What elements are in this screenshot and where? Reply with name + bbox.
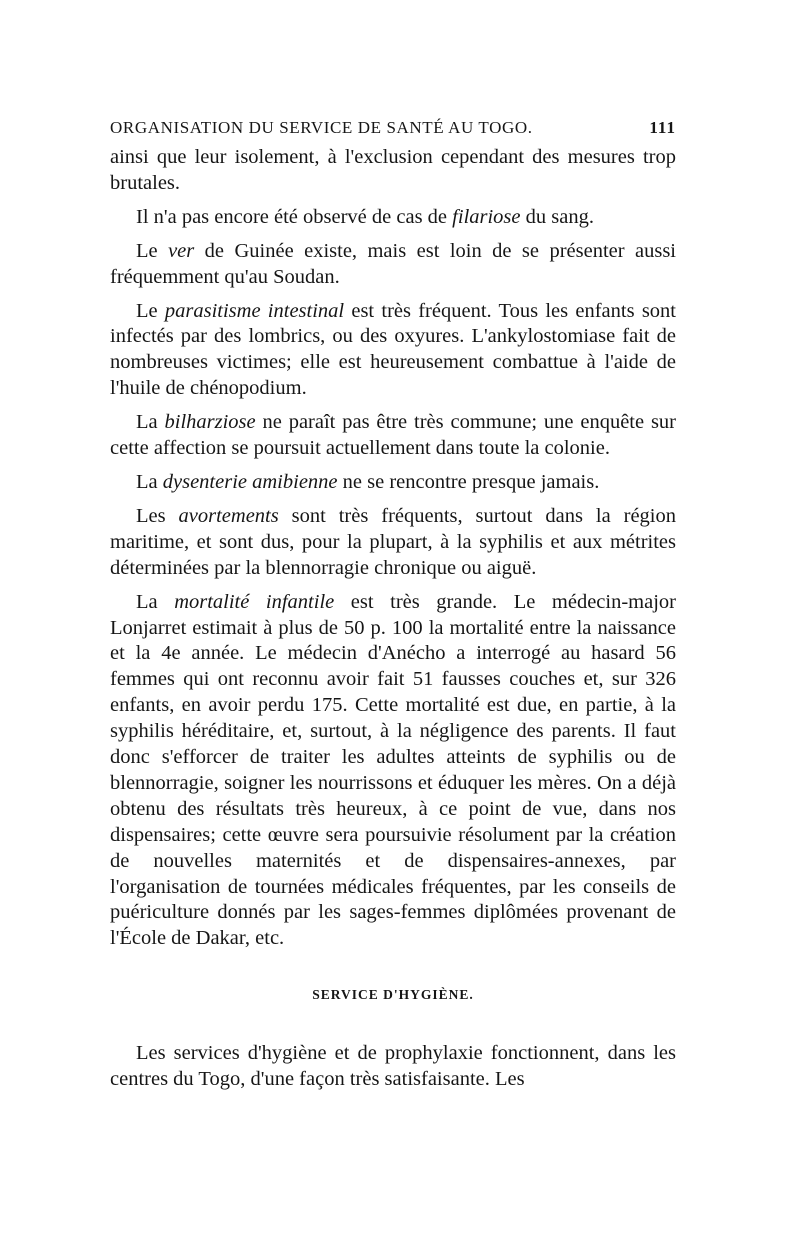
paragraph-text: La <box>136 470 163 493</box>
italic-term: filariose <box>452 205 521 228</box>
paragraph-text: sont très fréquents, surtout dans la région maritime, et sont dus, pour la plupart, à la syphilis et aux métrites déterminées par la blennorragie chronique ou aiguë. <box>110 504 676 579</box>
paragraph-text: La <box>136 411 165 434</box>
paragraph-avortements <box>110 504 676 582</box>
paragraph-dysenterie <box>110 470 676 496</box>
page-number: 111 <box>649 118 676 137</box>
paragraph-text: Les services d'hygiène et de prophylaxie fonctionnent, dans les centres du Togo, d'une façon très satisfaisante. Les <box>110 1042 676 1091</box>
book-page <box>110 118 676 1101</box>
paragraph-parasitisme <box>110 299 676 403</box>
running-title: ORGANISATION DU SERVICE DE SANTÉ AU TOGO. <box>110 118 533 137</box>
body-text <box>110 145 676 1093</box>
running-header <box>110 118 676 138</box>
paragraph-filariose <box>110 205 676 231</box>
paragraph-text: Le <box>136 299 165 322</box>
section-heading: SERVICE D'HYGIÈNE. <box>312 987 474 1003</box>
paragraph-mortalite-infantile <box>110 590 676 953</box>
paragraph-text: est très grande. Le médecin-major Lonjarret estimait à plus de 50 p. 100 la mortalité entre la naissance et la 4e année. Le médecin d'Anécho a interrogé au hasard 56 femmes qui ont reconnu avoir fait 51 fausses couches et, sur 326 enfants, en avoir perdu 175. Cette mortalité est due, en partie, à la syphilis héréditaire, et, surtout, à la négligence des parents. Il faut donc s'efforcer de traiter les adultes atteints de syphilis ou de blennorragie, soigner les nourrissons et éduquer les mères. On a déjà obtenu des résultats très heureux, à ce point de vue, dans nos dispensaires; cette œuvre sera poursuivie résolument par la création de nouvelles maternités et de dispensaires-annexes, par l'organisation de tournées médicales fréquentes, par les conseils de puériculture donnés par les sages-femmes diplômées provenant de l'École de Dakar, etc. <box>110 590 676 950</box>
italic-term: avortements <box>178 504 279 527</box>
paragraph-text: Le <box>136 239 169 262</box>
paragraph-text: La <box>136 590 175 613</box>
paragraph-text: de Guinée existe, mais est loin de se présenter aussi fréquemment qu'au Soudan. <box>110 239 677 288</box>
paragraph-text: est très fréquent. Tous les enfants sont infectés par des lombrics, ou des oxyures. L'ankylostomiase fait de nombreuses victimes; elle est heureusement combattue à l'aide de l'huile de chénopodium. <box>110 299 676 400</box>
paragraph-text: ne se rencontre presque jamais. <box>337 470 600 493</box>
italic-term: dysenterie amibienne <box>162 470 338 493</box>
paragraph-text: ne paraît pas être très commune; une enquête sur cette affection se poursuit actuellement dans toute la colonie. <box>110 411 677 460</box>
paragraph-text: Il n'a pas encore été observé de cas de <box>136 205 453 228</box>
paragraph-hygiene <box>110 1041 676 1093</box>
paragraph-ver-de-guinee <box>110 239 676 291</box>
italic-term: mortalité infantile <box>174 590 335 613</box>
italic-term: bilharziose <box>164 411 256 434</box>
paragraph-isolement <box>110 145 676 197</box>
paragraph-text: ainsi que leur isolement, à l'exclusion cependant des mesures trop brutales. <box>110 146 676 194</box>
paragraph-text: du sang. <box>520 205 594 228</box>
italic-term: parasitisme intestinal <box>164 299 345 322</box>
italic-term: ver <box>168 239 195 262</box>
paragraph-text: Les <box>136 504 179 527</box>
paragraph-bilharziose <box>110 410 676 462</box>
